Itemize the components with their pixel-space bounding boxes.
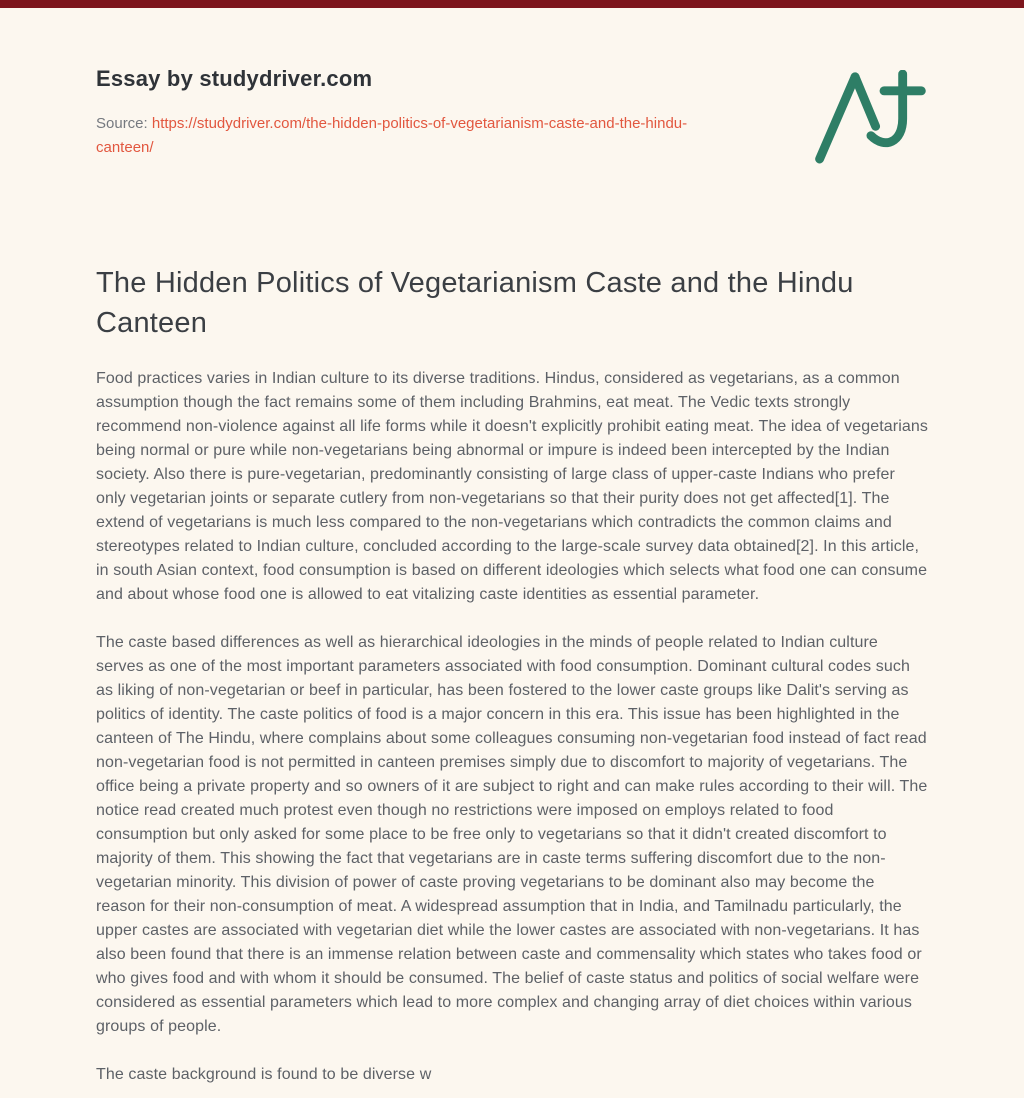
article-paragraph-2: The caste based differences as well as hierarchical ideologies in the minds of people related to Indian culture serves as one of the most important parameters associated with food consumption. Dominant cultural codes such as liking of non-vegetarian or beef in particular, has been fostered to the lower caste groups like Dalit's serving as politics of identity. The caste politics of food is a major concern in this era. This issue has been highlighted in the canteen of The Hindu, where complains about some colleagues consuming non-vegetarian food instead of fact read non-vegetarian food is not permitted in canteen premises simply due to discomfort to majority of vegetarians. The office being a private property and so owners of it are subject to right and can make rules according to their will. The notice read created much protest even though no restrictions were imposed on employs related to food consumption but only asked for some place to be free only to vegetarians so that it didn't created discomfort to majority of them. This showing the fact that vegetarians are in caste terms suffering discomfort due to the non-vegetarian minority. This division of power of caste proving vegetarians to be dominant also may become the reason for their non-consumption of meat. A widespread assumption that in India, and Tamilnadu particularly, the upper castes are associated with vegetarian diet while the lower castes are associated with non-vegetarians. It has also been found that there is an immense relation between caste and commensality which states who takes food or who gives food and with whom it should be consumed. The belief of caste status and politics of social welfare were considered as essential parameters which lead to more complex and changing array of diet choices within various groups of people. [96,634,928,1035]
source-link[interactable]: https://studydriver.com/the-hidden-politics-of-vegetarianism-caste-and-the-hindu-canteen/ [96,115,688,156]
page-content [0,8,1024,1087]
essay-byline: Essay by studydriver.com [96,66,373,91]
source-line [96,112,732,160]
header-text-block [96,66,732,160]
page-header [96,66,928,169]
article-paragraph-3: The caste background is found to be diverse w [96,1066,432,1083]
article-title: The Hidden Politics of Vegetarianism Caste and the Hindu Canteen [96,267,854,339]
studydriver-logo-icon [814,70,926,169]
top-accent-bar [0,0,1024,8]
article-paragraph-1: Food practices varies in Indian culture to its diverse traditions. Hindus, considered as vegetarians, as a common assumption though the fact remains some of them including Brahmins, eat meat. The Vedic texts strongly recommend non-violence against all life forms while it doesn't explicitly prohibit eating meat. The idea of vegetarians being normal or pure while non-vegetarians being abnormal or impure is indeed been intercepted by the Indian society. Also there is pure-vegetarian, predominantly consisting of large class of upper-caste Indians who prefer only vegetarian joints or separate cutlery from non-vegetarians so that their purity does not get affected[1]. The extend of vegetarians is much less compared to the non-vegetarians which contradicts the common claims and stereotypes related to Indian culture, concluded according to the large-scale survey data obtained[2]. In this article, in south Asian context, food consumption is based on different ideologies which selects what food one can consume and about whose food one is allowed to eat vitalizing caste identities as essential parameter. [96,370,928,603]
source-label: Source: [96,115,148,132]
studydriver-logo-glyph [814,70,926,164]
